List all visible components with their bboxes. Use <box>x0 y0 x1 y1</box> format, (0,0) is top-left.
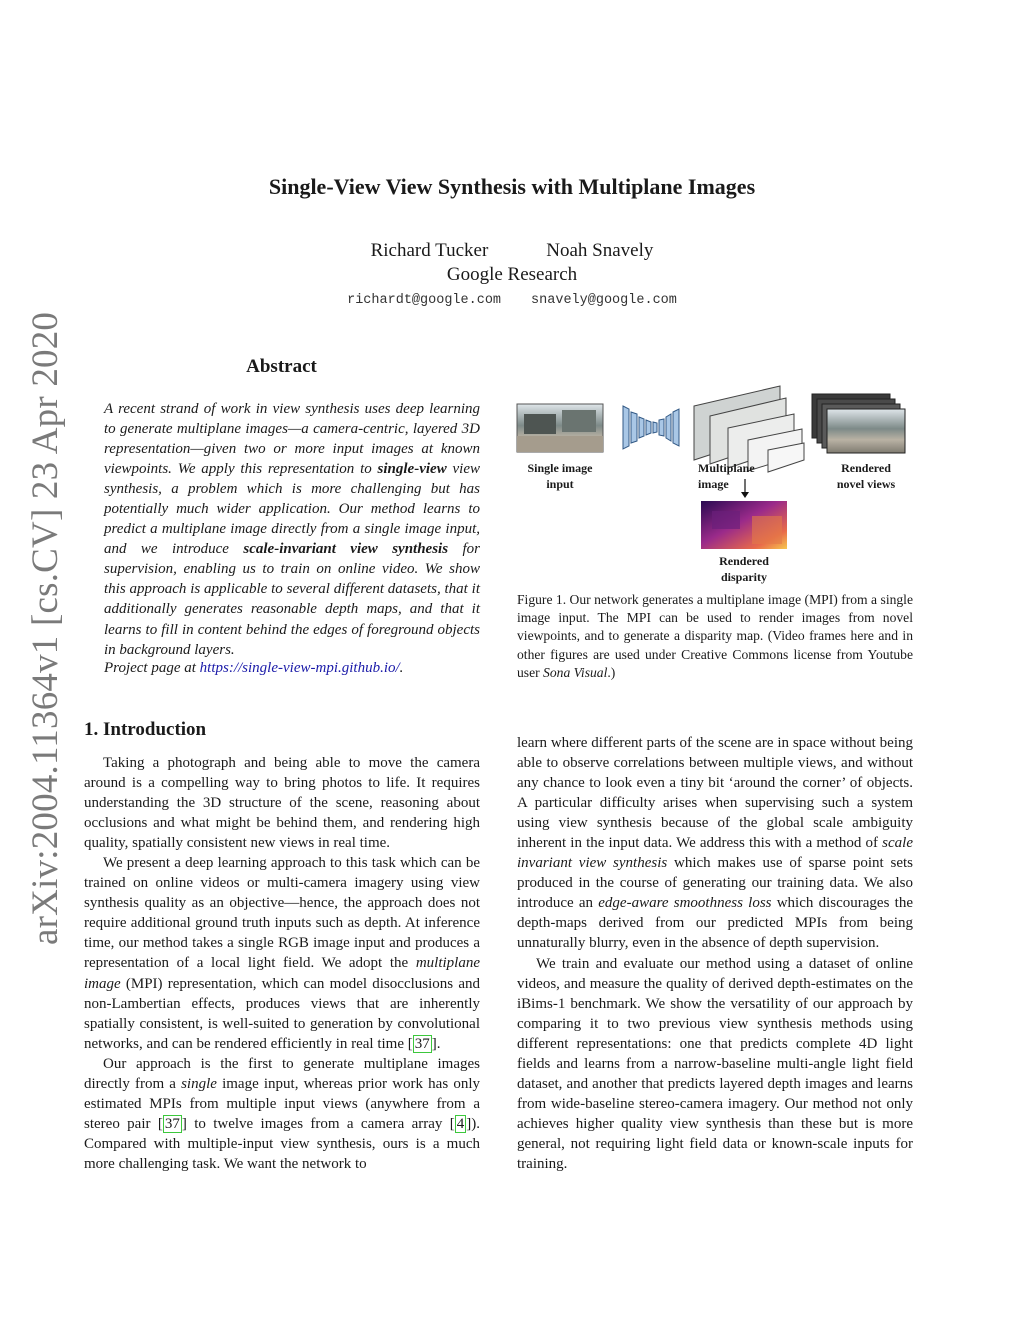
label-single-image-input: Single image input <box>527 461 593 491</box>
citation-link[interactable]: 37 <box>414 1035 430 1052</box>
label-rendered-disparity: Rendered disparity <box>719 554 769 584</box>
emphasis-scale-invariant: scale-invariant view synthesis <box>243 541 449 558</box>
intro-right-column <box>517 733 913 1174</box>
intro-paragraph: Our approach is the first to generate multiplane images directly from a single image input, whereas prior work has only estimated MPIs from multiple input views (anywhere from a stereo pair [ 37 ] to twelve images from a camera array [ 4 ]). Compared with multiple-input view synthesis, ours is a much more challenging task. We want the network to <box>84 1055 480 1172</box>
intro-paragraph: We present a deep learning approach to this task which can be trained on online videos or multi-camera imagery using view synthesis quality as an objective—hence, the approach does not require additional ground truth inputs such as depth. At inference time, our method takes a single RGB image input and produces a representation of a local light field. We adopt the multiplane image (MPI) representation, which can model disocclusions and non-Lambertian effects, produces views that are inherently spatially consistent, is well-suited to generation by convolutional networks, and can be rendered efficiently in real time [ 37 ]. <box>84 855 480 1052</box>
network-icon <box>623 406 679 449</box>
intro-left-column <box>84 753 480 1174</box>
email-list <box>0 293 1024 308</box>
figure-1-caption: Figure 1. Our network generates a multiplane image (MPI) from a single image input. The MPI can be used to render images from novel viewpoints, and to generate a disparity map. (Video frames here and in other figures are used under Creative Commons license from Youtube user Sona Visual.) <box>517 592 913 680</box>
author-email[interactable]: snavely@google.com <box>531 293 677 308</box>
author-name: Richard Tucker <box>370 240 489 261</box>
project-page-line: Project page at https://single-view-mpi.github.io/. <box>104 660 404 676</box>
author-name: Noah Snavely <box>546 240 654 261</box>
disparity-map <box>701 501 787 549</box>
arxiv-identifier: arXiv:2004.11364v1 [cs.CV] 23 Apr 2020 <box>25 311 66 945</box>
author-list <box>0 240 1024 262</box>
label-multiplane-image: Multiplane image <box>698 461 755 491</box>
figure-1 <box>512 376 916 591</box>
input-image-thumbnail <box>517 404 603 452</box>
affiliation: Google Research <box>446 264 578 285</box>
paper-title: Single-View View Synthesis with Multiplane Images <box>268 174 756 199</box>
project-page-link[interactable]: https://single-view-mpi.github.io/ <box>199 660 400 676</box>
citation-link[interactable]: 4 <box>456 1115 465 1132</box>
abstract-body: A recent strand of work in view synthesis uses deep learning to generate multiplane images—a camera-centric, layered 3D representation—given two or more input images at known viewpoints. We apply this representation to single-view view synthesis, a problem which is more challenging but has potentially much wider application. Our method learns to predict a multiplane image directly from a single image input, and we introduce scale-invariant view synthesis for supervision, enabling us to train on online video. We show this approach is applicable to several different datasets, that it additionally generates reasonable depth maps, and that it learns to fill in content behind the edges of foreground objects in background layers. <box>104 401 480 658</box>
citation-link[interactable]: 37 <box>164 1115 180 1132</box>
intro-paragraph: We train and evaluate our method using a dataset of online videos, and measure the quality of derived depth-estimates on the iBims-1 benchmark. We show the versatility of our approach by comparing it to two previous view synthesis methods using different representations: one that predicts complete 4D light fields and learns from a narrow-baseline multi-angle light field dataset, and another that predicts layered depth images and learns from wide-baseline stereo-camera imagery. Our method not only achieves higher quality view synthesis than these but is more general, not requiring light field data or known-scale inputs for training. <box>517 955 913 1172</box>
abstract-heading: Abstract <box>246 356 317 377</box>
intro-paragraph: Taking a photograph and being able to move the camera around is a compelling way to bring photos to life. It requires understanding the 3D structure of the scene, reasoning about occlusions and what might be behind them, and rendering high quality, spatially consistent new views in real time. <box>84 755 480 852</box>
section-heading-introduction: 1. Introduction <box>84 719 207 740</box>
label-rendered-novel-views: Rendered novel views <box>836 461 896 491</box>
emphasis-single-view: single-view <box>377 461 447 478</box>
author-email[interactable]: richardt@google.com <box>347 293 502 308</box>
novel-views-stack <box>812 394 905 453</box>
intro-paragraph: learn where different parts of the scene are in space without being able to observe correlations between multiple views, and without any chance to look even a tiny bit ‘around the corner’ of objects. A particular difficulty arises when supervising such a system using view synthesis because of the global scale ambiguity inherent in the input data. We address this with a method of scale invariant view synthesis which makes use of sparse point sets produced in the course of generating our training data. We also introduce an edge-aware smoothness loss which discourages the depth-maps derived from our predicted MPIs from being unnaturally blurry, even in the absence of depth supervision. <box>517 735 913 952</box>
